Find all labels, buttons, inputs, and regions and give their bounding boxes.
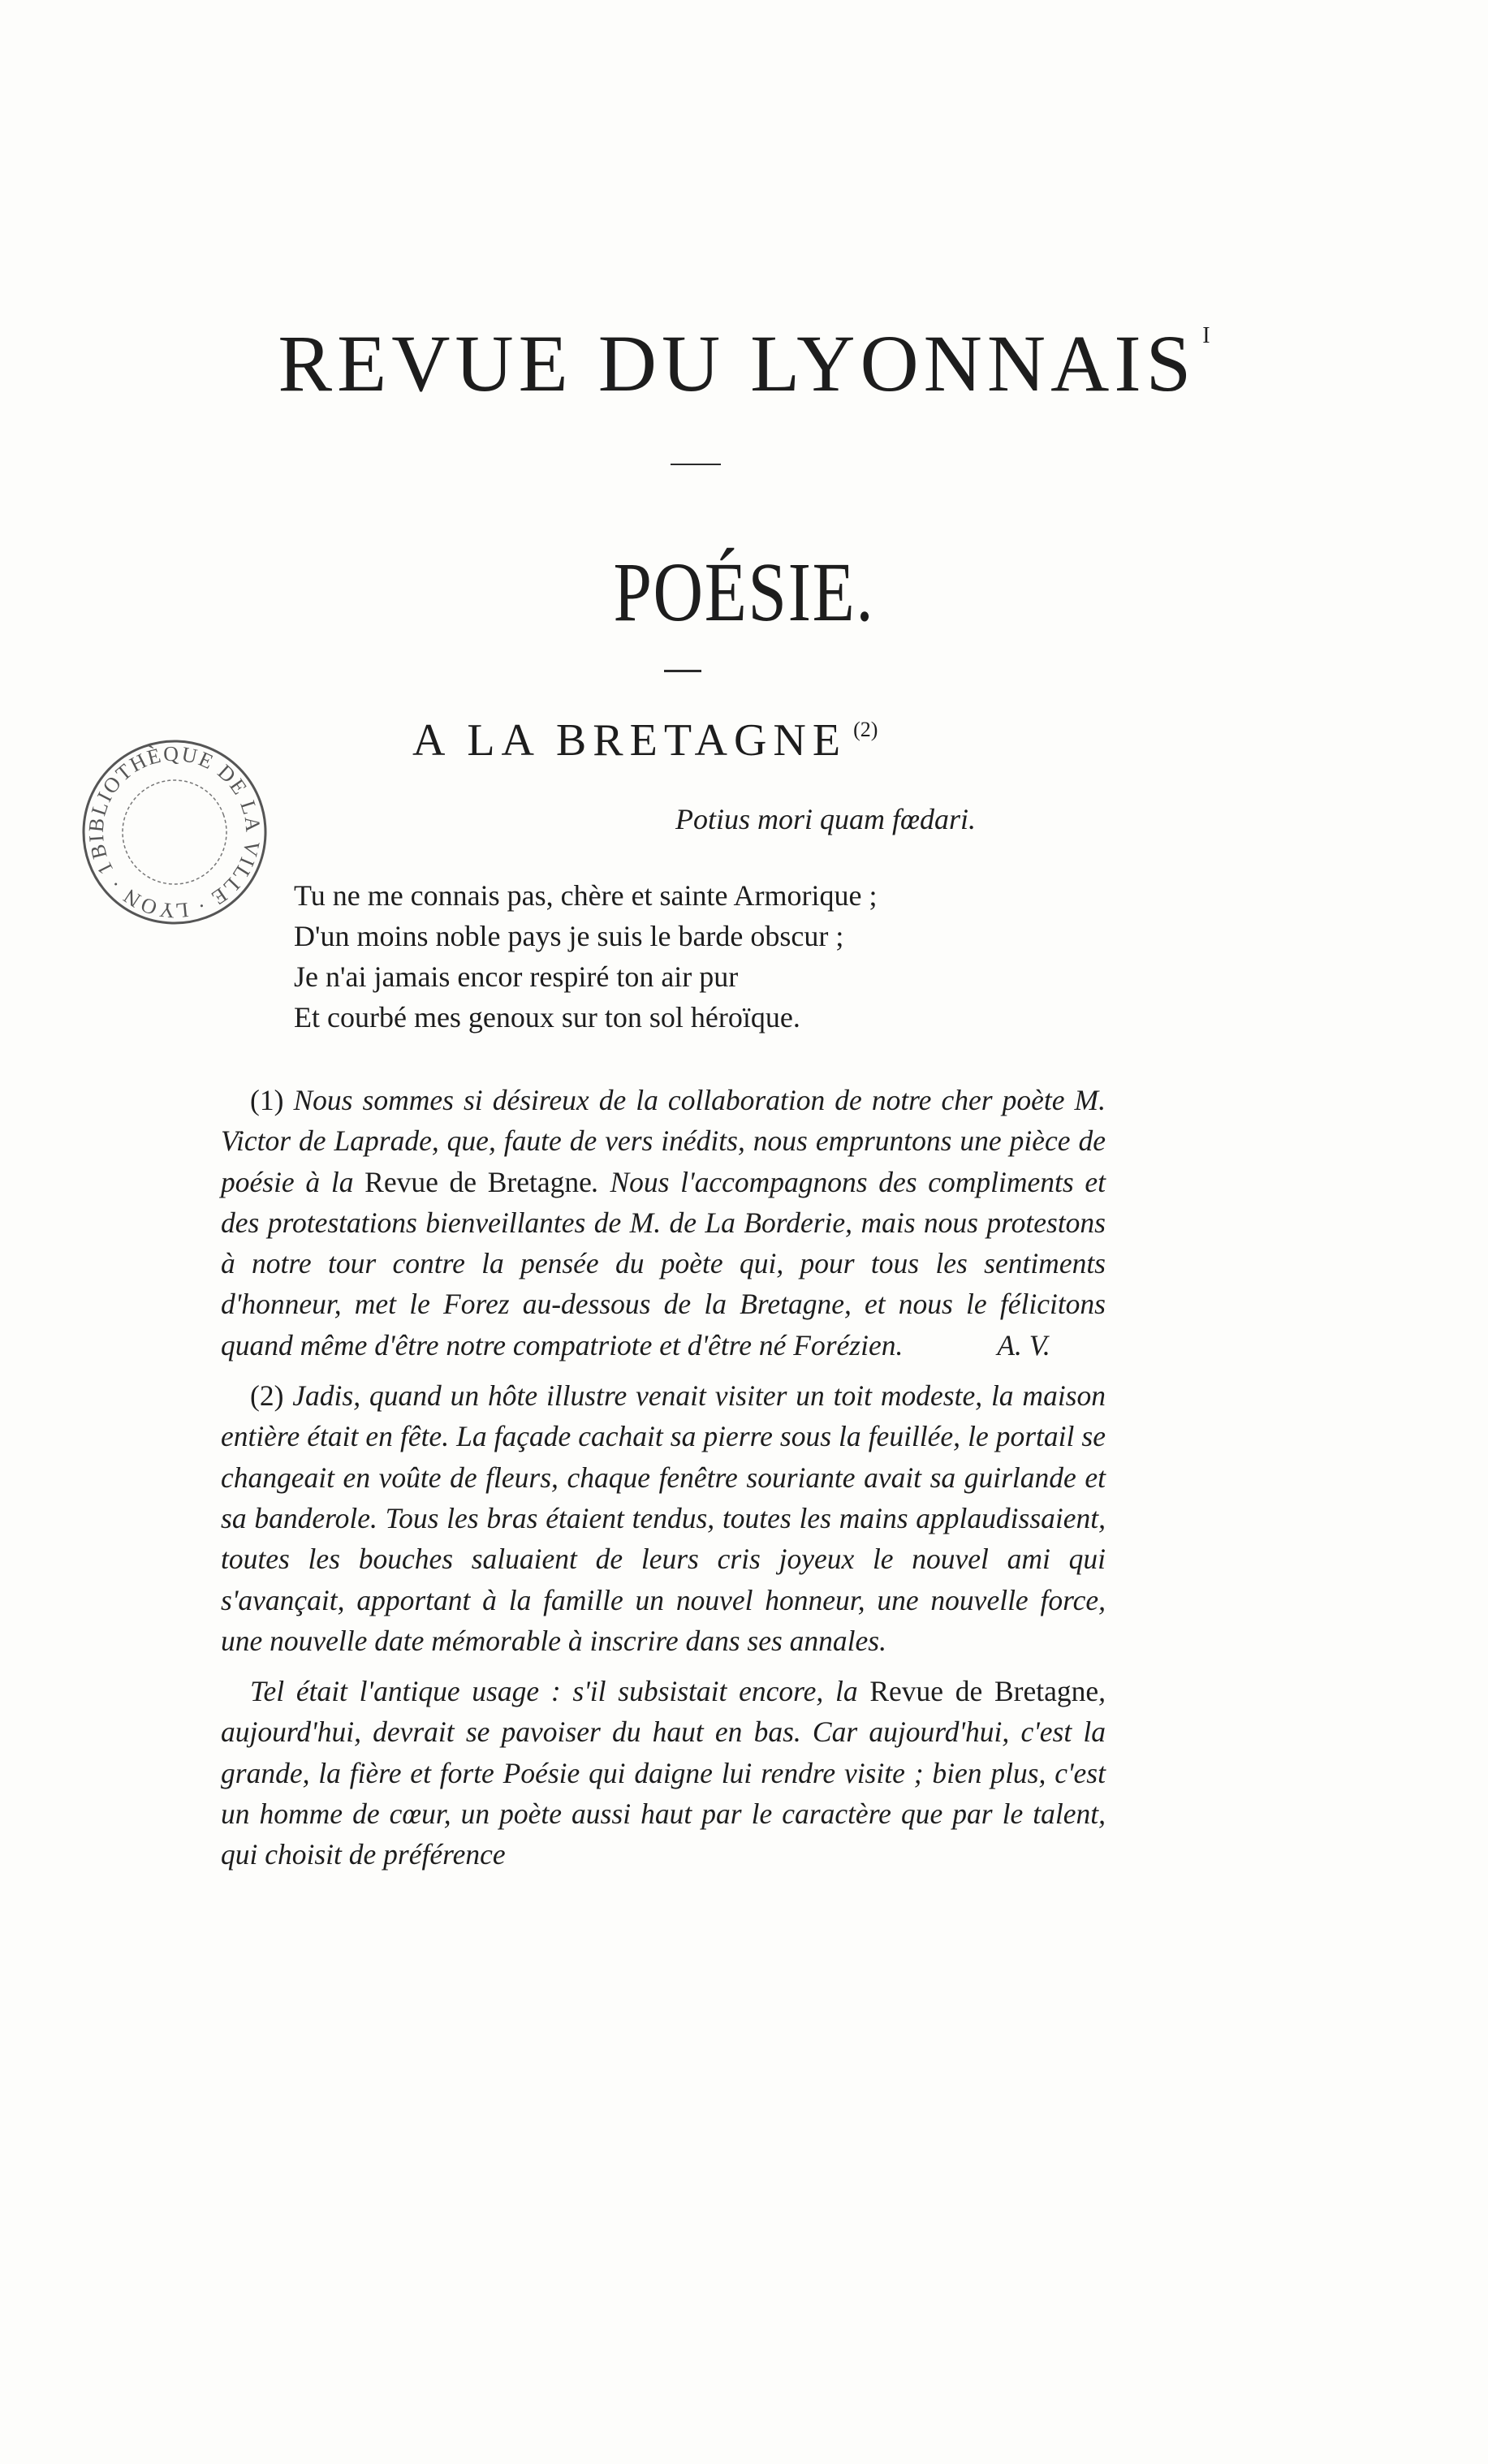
footnote-1 (221, 1080, 1106, 1366)
poem-title-text: A LA BRETAGNE (412, 715, 848, 766)
title-rule (671, 464, 721, 465)
footnotes (221, 1080, 1106, 1885)
footnote-2-continuation (221, 1671, 1106, 1875)
stamp-inner-ring (108, 766, 241, 899)
section-title: POÉSIE. (613, 546, 875, 639)
journal-title-text: REVUE DU LYONNAIS (278, 318, 1197, 408)
poem-title (412, 714, 878, 766)
footnote-2-cont-text-a: Tel était l'antique usage : s'il subsistait encore, la (250, 1675, 858, 1708)
poem-line: Tu ne me connais pas, chère et sainte Armorique ; (294, 879, 878, 912)
footnote-1-text-a: Nous sommes si désireux de la collaboration de notre cher poète M. Victor de Laprade, que, faute de vers inédits, nous empruntons une pièce de poésie à la (221, 1084, 1106, 1198)
footnote-1-marker: (1) (250, 1084, 284, 1116)
stamp-inscription: BIBLIOTHÈQUE DE LA VILLE · LYON · 1892 (84, 741, 265, 923)
journal-note-marker: I (1202, 323, 1210, 348)
poem-line: Et courbé mes genoux sur ton sol héroïque. (294, 1001, 800, 1033)
footnote-2 (221, 1375, 1106, 1661)
poem-stanza (294, 875, 1106, 1038)
footnote-2-cont-text-b: , aujourd'hui, devrait se pavoiser du haut en bas. Car aujourd'hui, c'est la grande, la fière et forte Poésie qui daigne lui rendre visite ; bien plus, c'est un homme de cœur, un poète aussi haut par le caractère que par le talent, qui choisit de préférence (221, 1675, 1106, 1871)
footnote-2-marker: (2) (250, 1379, 284, 1413)
footnote-1-journal: Revue de Bretagne (364, 1165, 592, 1198)
footnote-2-text: Jadis, quand un hôte illustre venait visiter un toit modeste, la maison entière était en fête. La façade cachait sa pierre sous la feuillée, le portail se changeait en voûte de fleurs, chaque fenêtre souriante avait sa guirlande et sa banderole. Tous les bras étaient tendus, toutes les mains applaudissaient, toutes les bouches saluaient de leurs cris joyeux le nouvel ami qui s'avançait, apportant à la famille un nouvel honneur, une nouvelle force, une nouvelle date mémorable à inscrire dans ses annales. (221, 1379, 1106, 1657)
footnote-1-signature: A. V. (997, 1328, 1050, 1361)
epigraph: Potius mori quam fœdari. (675, 803, 977, 835)
journal-title (0, 317, 1488, 410)
poem-line: D'un moins noble pays je suis le barde obscur ; (294, 920, 844, 952)
footnote-1-text-b: . Nous l'accompagnons des compliments et des protestations bienveillantes de M. de La Borderie, mais nous protestons à notre tour contre la pensée du poète qui, pour tous les sentiments d'honneur, met le Forez au-dessous de la Bretagne, et nous le félicitons quand même d'être notre compatriote et d'être né Forézien. (221, 1165, 1106, 1361)
poem-line: Je n'ai jamais encor respiré ton air pur (294, 960, 739, 993)
poem-title-note-marker: (2) (853, 718, 878, 741)
library-stamp (73, 731, 276, 934)
section-rule (664, 670, 701, 672)
footnote-2-cont-journal: Revue de Bretagne (869, 1675, 1099, 1708)
